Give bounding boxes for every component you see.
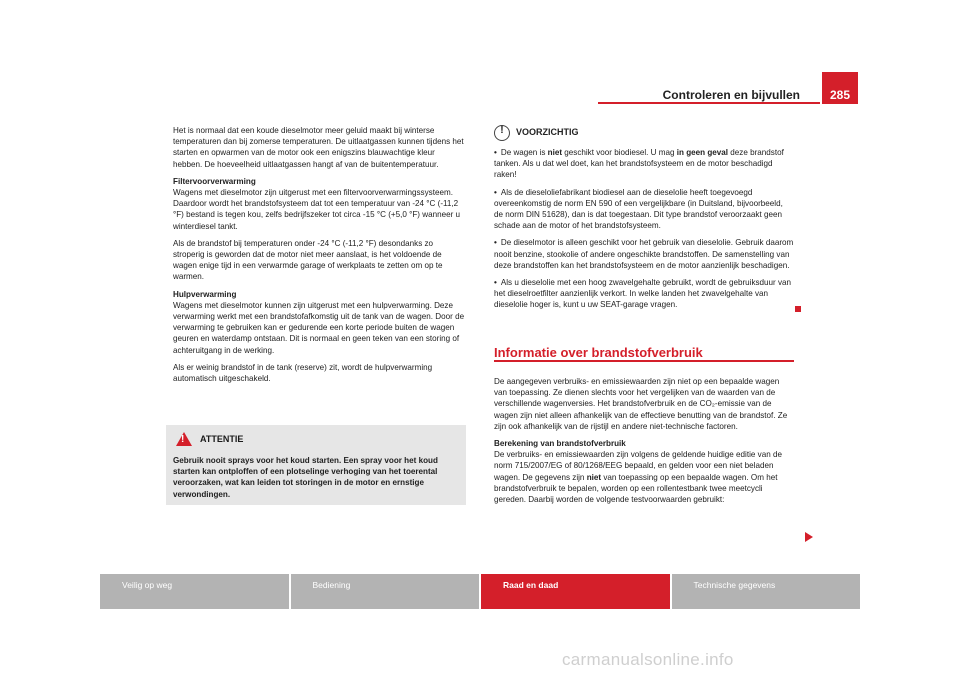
footer-tab-technical[interactable]: Technische gegevens [672, 574, 861, 609]
paragraph: Als er weinig brandstof in de tank (reserve) zit, wordt de hulpverwarming automatisch uitgeschakeld. [173, 362, 433, 384]
footer-tab-operation[interactable]: Bediening [291, 574, 482, 609]
continue-arrow-icon [805, 532, 813, 542]
warning-box [166, 425, 466, 505]
caution-icon [494, 125, 510, 141]
warning-triangle-icon [176, 432, 192, 446]
caution-bullet: • Als u dieselolie met een hoog zwavelgehalte gebruikt, wordt de gebruiksduur van het dieselroetfilter aanzienlijk verkort. In welke landen het zwavelgehalte van dieselolie hoger is, kunt u uw SEAT-garage vragen. [494, 278, 792, 310]
paragraph: Wagens met dieselmotor kunnen zijn uitgerust met een hulpverwarming. Deze verwarming werkt met een brandstofafkomstig uit de tank van de wagen. Door de verwarming te gebruiken kan er gedurende een korte periode buiten de wagen geuren en waterdamp ontstaan. Dit is normaal en geen teken van een storing of achteruitgang in de werking. [173, 300, 465, 355]
paragraph: Het is normaal dat een koude dieselmotor meer geluid maakt bij winterse temperaturen dan bij zomerse temperaturen. De uitlaatgassen kunnen tijdens het starten en opwarmen van de motor ook een enigszins blauwachtige kleur hebben. De hoeveelheid uitlaatgassen hangt af van de buitentemperatuur. [173, 126, 464, 169]
footer-nav [100, 574, 860, 609]
page-header-title: Controleren en bijvullen [662, 88, 800, 102]
caution-bullet: • Als de dieseloliefabrikant biodiesel aan de dieselolie heeft toegevoegd overeenkomstig de norm EN 590 of een vergelijkbare (in Duitsland, bijvoorbeeld, de norm DIN 51628), dan is dat toegestaan. Dit type brandstof veroorzaakt geen schade aan de motor of het brandstofsysteem. [494, 187, 783, 231]
section-rule [494, 360, 794, 362]
section-end-marker [795, 306, 801, 312]
subheading-filter-preheating: Filtervoorverwarming [173, 176, 256, 186]
warning-title: ATTENTIE [200, 434, 244, 444]
header-rule [598, 102, 820, 104]
section-title: Informatie over brandstofverbruik [494, 345, 703, 360]
watermark: carmanualsonline.info [562, 650, 734, 669]
right-column [494, 125, 794, 317]
subheading-consumption-calculation: Berekening van brandstofverbruik [494, 439, 626, 449]
warning-text: Gebruik nooit sprays voor het koud starten. Een spray voor het koud starten kan ontploffen of een plotselinge verhoging van het toerental veroorzaken, wat kan leiden tot storingen in de motor en ernstige verwondingen. [173, 456, 438, 499]
paragraph: De aangegeven verbruiks- en emissiewaarden zijn niet op een bepaalde wagen van toepassing. Ze dienen slechts voor het vergelijken van de waarden van de verschillende wagenversies. Het brandstofverbruik en de CO₂-emissie van de wagen zijn niet alleen afhankelijk van de effectieve benutting van de brandstof. Ze zijn ook afhankelijk van de rijstijl en andere niet-technische factoren. [494, 377, 788, 431]
subheading-auxiliary-heating: Hulpverwarming [173, 289, 237, 299]
paragraph: De verbruiks- en emissiewaarden zijn volgens de geldende huidige editie van de norm 715/2007/EG of 80/1268/EEG bepaald, en gelden voor een niet beladen wagen. De gegevens zijn niet van toepassing op een bepaalde wagen. Om het brandstofverbruik te bepalen, worden op een rollentestbank twee meetcycli gereden. Daarbij worden de volgende testvoorwaarden gebruikt: [494, 450, 782, 505]
left-column [173, 125, 465, 390]
caution-bullet: • De wagen is niet geschikt voor biodiesel. U mag in geen geval deze brandstof tanken. Als u dat wel doet, kan het brandstofsysteem en de motor beschadigd raken! [494, 148, 784, 180]
paragraph: Wagens met dieselmotor zijn uitgerust met een filtervoorverwarmingssysteem. Daardoor wordt het brandstofsysteem dat tot een temperatuur van -24 °C (-11,2 °F) bestand is tegen kou, zelfs bedrijfszeker tot circa -15 °C (+5,0 °F) wanneer u winterdiesel tankt. [173, 188, 461, 231]
paragraph: Als de brandstof bij temperaturen onder -24 °C (-11,2 °F) desondanks zo stroperig is geworden dat de motor niet meer aanslaat, is het voldoende de wagen enige tijd in een verwarmde garage of werkplaats te zetten om op te warmen. [173, 238, 443, 282]
footer-tab-safety[interactable]: Veilig op weg [100, 574, 291, 609]
caution-bullet: • De dieselmotor is alleen geschikt voor het gebruik van dieselolie. Gebruik daarom nooit benzine, stookolie of andere ongeschikte brandstoffen. De samenstelling van deze brandstoffen kan het brandstofsysteem en de motor aanzienlijk beschadigen. [494, 238, 794, 270]
page-number: 285 [822, 72, 858, 104]
caution-title: VOORZICHTIG [516, 127, 579, 138]
section-body [494, 376, 794, 511]
warning-header [176, 432, 243, 446]
footer-tab-advice[interactable]: Raad en daad [481, 574, 672, 609]
caution-header [494, 125, 794, 141]
